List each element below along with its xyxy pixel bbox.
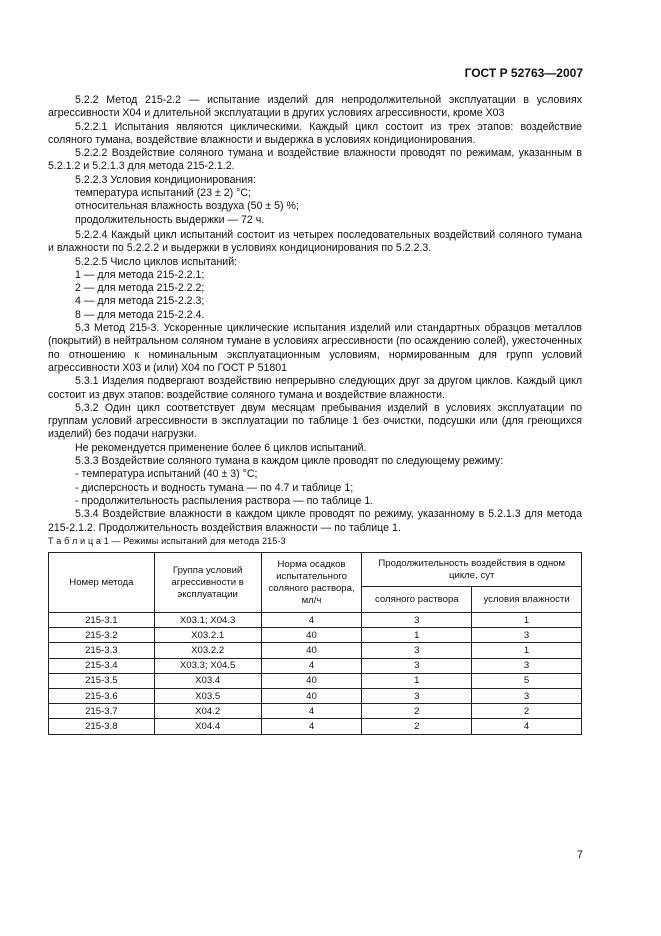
cell-group: Х03.2.2 (154, 643, 261, 658)
cell-humidity-days: 3 (472, 688, 582, 703)
header-humidity: условия влажности (472, 587, 582, 613)
cell-norm: 4 (261, 658, 362, 673)
paragraph: - продолжительность распыления раствора — по таблице 1. (75, 494, 374, 507)
page-number: 7 (576, 849, 583, 861)
test-modes-table (48, 552, 582, 735)
cell-norm: 40 (261, 643, 362, 658)
cell-method: 215-3.4 (49, 658, 155, 673)
table-row (49, 688, 582, 703)
paragraph: 2 — для метода 215-2.2.2; (75, 282, 205, 295)
cell-norm: 4 (261, 704, 362, 719)
cell-salt-days: 3 (362, 643, 472, 658)
cell-group: Х03.3; Х04.5 (154, 658, 261, 673)
header-group: Группа условий агрессивности в эксплуатации (154, 553, 261, 613)
cell-group: Х03.5 (154, 688, 261, 703)
paragraph: температура испытаний (23 ± 2) °С; (75, 187, 251, 200)
paragraph: 5.2.2.1 Испытания являются циклическими. Каждый цикл состоит из трех этапов: воздействие соляного тумана, воздействие влажности и выдержка в условиях кондиционирования. (48, 120, 582, 146)
table-row (49, 704, 582, 719)
cell-norm: 40 (261, 673, 362, 688)
table-caption: Т а б л и ц а 1 — Режимы испытаний для метода 215-3 (48, 536, 286, 546)
cell-humidity-days: 2 (472, 704, 582, 719)
paragraph: 5.3.2 Один цикл соответствует двум месяцам пребывания изделий в условиях эксплуатации по группам условий агрессивности в эксплуатации по таблице 1 без очистки, подсушки или (для греющихся изделий) без подачи нагрузки. (48, 401, 582, 441)
table-row (49, 613, 582, 628)
cell-humidity-days: 4 (472, 719, 582, 734)
paragraph: 5.2.2.3 Условия кондиционирования: (75, 173, 256, 186)
cell-norm: 4 (261, 719, 362, 734)
header-norm: Норма осадков испытательного соляного раствора, мл/ч (261, 553, 362, 613)
body-text (48, 94, 582, 535)
paragraph: - температура испытаний (40 ± 3) °С; (75, 468, 258, 481)
paragraph: 5.2.2.4 Каждый цикл испытаний состоит из четырех последовательных воздействий соляного тумана и влажности по 5.2.2.2 и выдержки в условиях кондиционирования по 5.2.2.3. (48, 228, 582, 255)
cell-salt-days: 2 (362, 704, 472, 719)
paragraph: 5.3.1 Изделия подвергают воздействию непрерывно следующих друг за другом циклов. Каждый цикл состоит из двух этапов: воздействие соляного тумана и воздействие влажности. (48, 375, 582, 401)
cell-method: 215-3.1 (49, 613, 155, 628)
cell-norm: 4 (261, 613, 362, 628)
cell-method: 215-3.6 (49, 688, 155, 703)
cell-salt-days: 3 (362, 688, 472, 703)
cell-method: 215-3.5 (49, 673, 155, 688)
cell-group: Х04.2 (154, 704, 261, 719)
cell-method: 215-3.3 (49, 643, 155, 658)
paragraph: - дисперсность и водность тумана — по 4.7 и таблице 1; (75, 481, 354, 494)
paragraph: 5.2.2 Метод 215-2.2 — испытание изделий для непродолжительной эксплуатации в условиях агрессивности Х04 и длительной эксплуатации в других условиях агрессивности, кроме Х03 (48, 94, 582, 120)
cell-humidity-days: 3 (472, 658, 582, 673)
header-duration: Продолжительность воздействия в одном цикле, сут (362, 553, 582, 587)
table-row (49, 719, 582, 734)
cell-group: Х03.1; Х04.3 (154, 613, 261, 628)
table-row (49, 673, 582, 688)
paragraph: 8 — для метода 215-2.2.4. (75, 308, 205, 321)
header-salt: соляного раствора (362, 587, 472, 613)
cell-salt-days: 2 (362, 719, 472, 734)
paragraph: 1 — для метода 215-2.2.1; (75, 268, 205, 281)
table-row (49, 643, 582, 658)
paragraph: 5.2.2.2 Воздействие соляного тумана и воздействие влажности проводят по режимам, указанным в 5.2.1.2 и 5.2.1.3 для метода 215-2.1.2. (48, 147, 582, 173)
paragraph: 4 — для метода 215-2.2.3; (75, 295, 205, 308)
table-row (49, 628, 582, 643)
paragraph: 5.3 Метод 215-3. Ускоренные циклические испытания изделий или стандартных образцов металлов (покрытий) в нейтральном соляном тумане в условиях агрессивности (по осаждению солей), ужесточенных по отношению к номинальным эксплуатационным условиям, нормированным для групп условий агрессивности Х03 и (или) Х04 по ГОСТ Р 51801 (48, 322, 582, 374)
cell-salt-days: 1 (362, 673, 472, 688)
paragraph: 5.3.4 Воздействие влажности в каждом цикле проводят по режиму, указанному в 5.2.1.3 для метода 215-2.1.2. Продолжительность воздействия влажности — по таблице 1. (48, 508, 582, 534)
paragraph: 5.3.3 Воздействие соляного тумана в каждом цикле проводят по следующему режиму: (75, 455, 504, 468)
document-number: ГОСТ Р 52763—2007 (464, 66, 583, 80)
cell-humidity-days: 5 (472, 673, 582, 688)
cell-method: 215-3.2 (49, 628, 155, 643)
paragraph: Не рекомендуется применение более 6 циклов испытаний. (75, 441, 367, 454)
cell-humidity-days: 3 (472, 628, 582, 643)
cell-humidity-days: 1 (472, 613, 582, 628)
cell-salt-days: 1 (362, 628, 472, 643)
cell-group: Х03.2.1 (154, 628, 261, 643)
cell-group: Х03.4 (154, 673, 261, 688)
cell-norm: 40 (261, 628, 362, 643)
paragraph: 5.2.2.5 Число циклов испытаний: (75, 255, 238, 268)
header-method: Номер метода (49, 553, 155, 613)
table-row (49, 658, 582, 673)
cell-method: 215-3.8 (49, 719, 155, 734)
cell-salt-days: 3 (362, 613, 472, 628)
cell-norm: 40 (261, 688, 362, 703)
cell-humidity-days: 1 (472, 643, 582, 658)
cell-group: Х04.4 (154, 719, 261, 734)
paragraph: относительная влажность воздуха (50 ± 5) %; (75, 200, 299, 213)
paragraph: продолжительность выдержки — 72 ч. (75, 213, 265, 226)
cell-method: 215-3.7 (49, 704, 155, 719)
cell-salt-days: 3 (362, 658, 472, 673)
